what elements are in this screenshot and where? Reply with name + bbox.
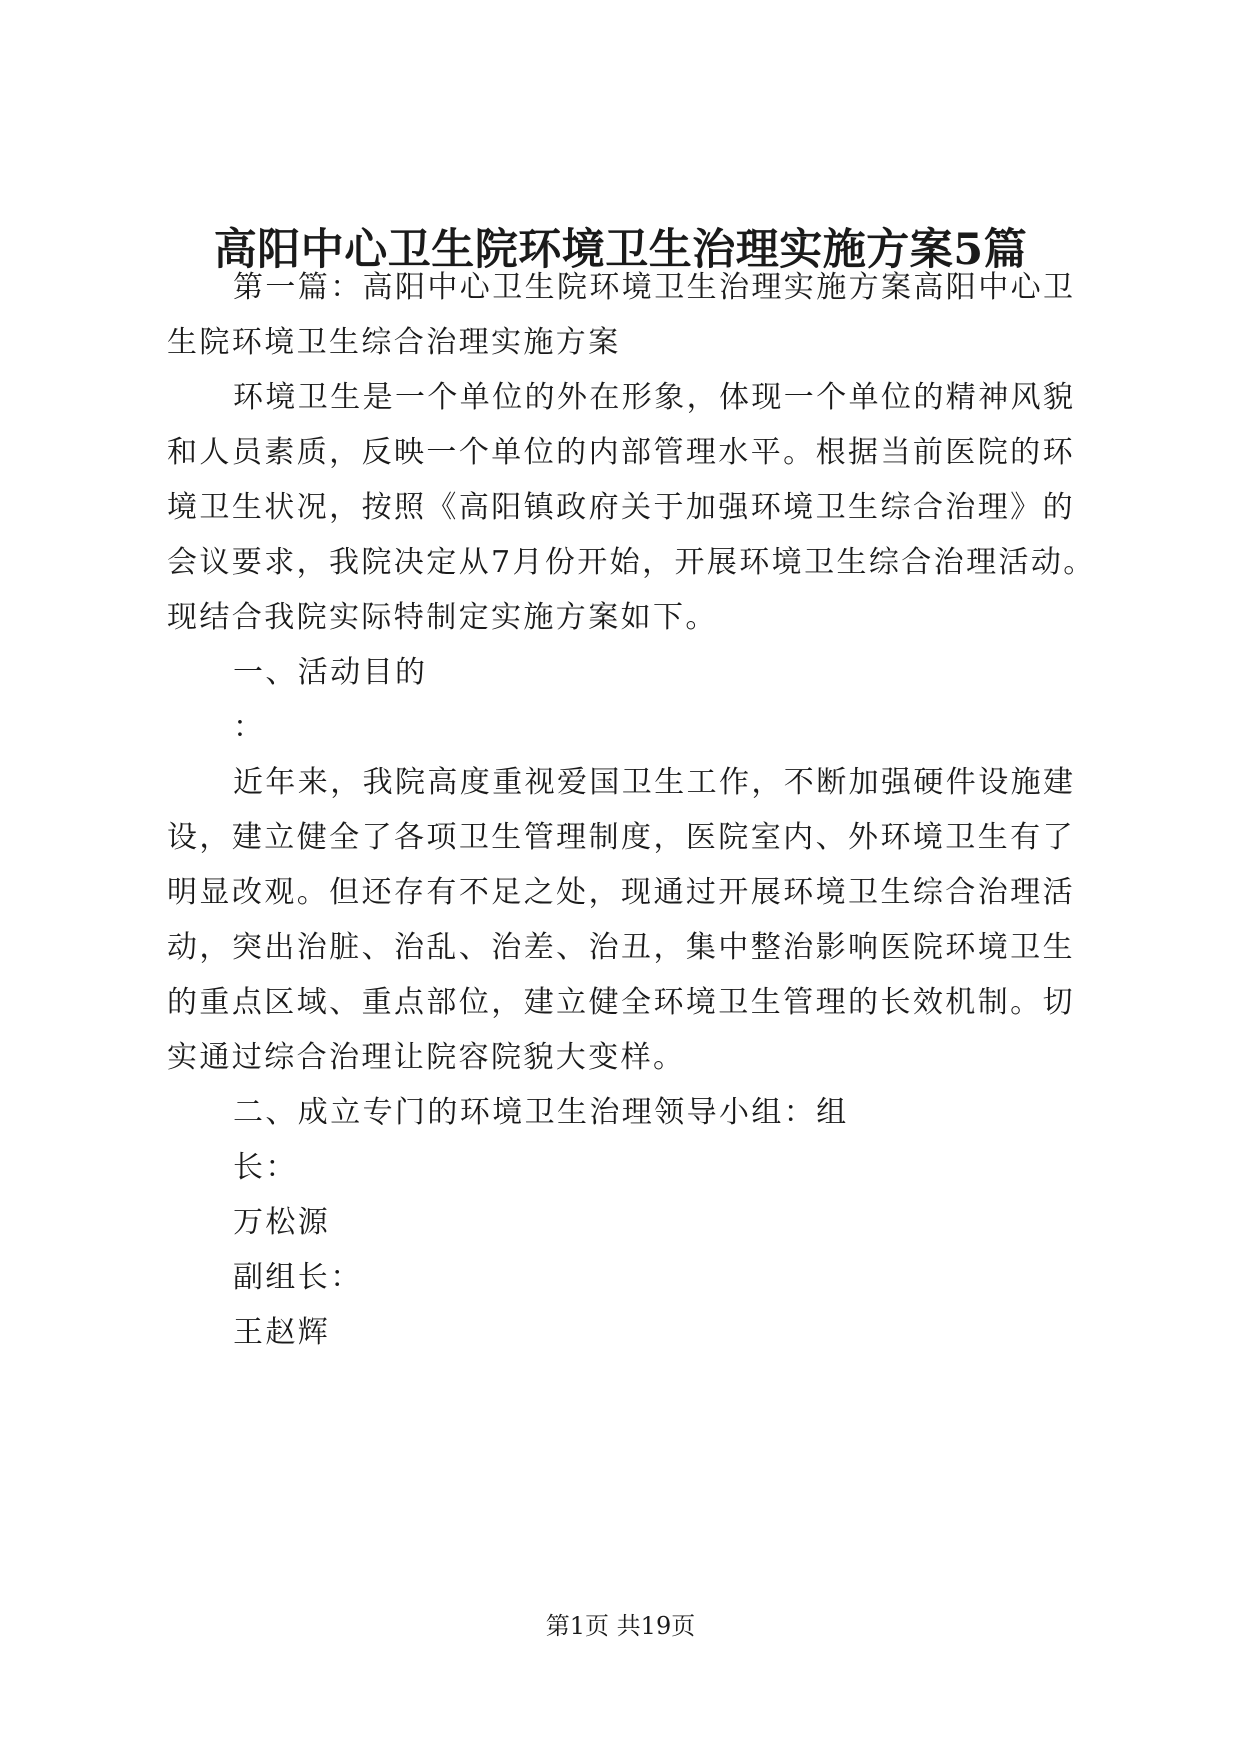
page-footer: 第1页 共19页	[545, 1612, 696, 1640]
paragraph-line: 近年来，我院高度重视爱国卫生工作，不断加强硬件设施建	[233, 765, 1076, 800]
paragraph-line: ：	[233, 710, 266, 745]
paragraph-line: 境卫生状况，按照《高阳镇政府关于加强环境卫生综合治理》的	[167, 490, 1075, 525]
paragraph-line: 王赵辉	[233, 1315, 331, 1350]
paragraph-line: 第一篇：高阳中心卫生院环境卫生治理实施方案高阳中心卫	[233, 270, 1076, 305]
paragraph-line: 环境卫生是一个单位的外在形象，体现一个单位的精神风貌	[233, 380, 1076, 415]
document-title: 高阳中心卫生院环境卫生治理实施方案5篇	[213, 225, 1028, 275]
paragraph-line: 长：	[233, 1150, 298, 1185]
paragraph-line: 的重点区域、重点部位，建立健全环境卫生管理的长效机制。切	[167, 985, 1075, 1020]
paragraph-line: 副组长：	[233, 1260, 363, 1295]
paragraph-line: 设，建立健全了各项卫生管理制度，医院室内、外环境卫生有了	[167, 820, 1075, 855]
paragraph-line: 现结合我院实际特制定实施方案如下。	[167, 600, 718, 635]
paragraph-line: 生院环境卫生综合治理实施方案	[167, 325, 621, 360]
paragraph-line: 和人员素质，反映一个单位的内部管理水平。根据当前医院的环	[167, 435, 1075, 470]
section-heading: 一、活动目的	[233, 655, 428, 690]
paragraph-line: 动，突出治脏、治乱、治差、治丑，集中整治影响医院环境卫生	[167, 930, 1075, 965]
paragraph-line: 明显改观。但还存有不足之处，现通过开展环境卫生综合治理活	[167, 875, 1075, 910]
paragraph-line: 实通过综合治理让院容院貌大变样。	[167, 1040, 686, 1075]
paragraph-line: 万松源	[233, 1205, 331, 1240]
paragraph-line: 会议要求，我院决定从7月份开始，开展环境卫生综合治理活动。	[167, 545, 1096, 580]
section-heading: 二、成立专门的环境卫生治理领导小组：组	[233, 1095, 849, 1130]
